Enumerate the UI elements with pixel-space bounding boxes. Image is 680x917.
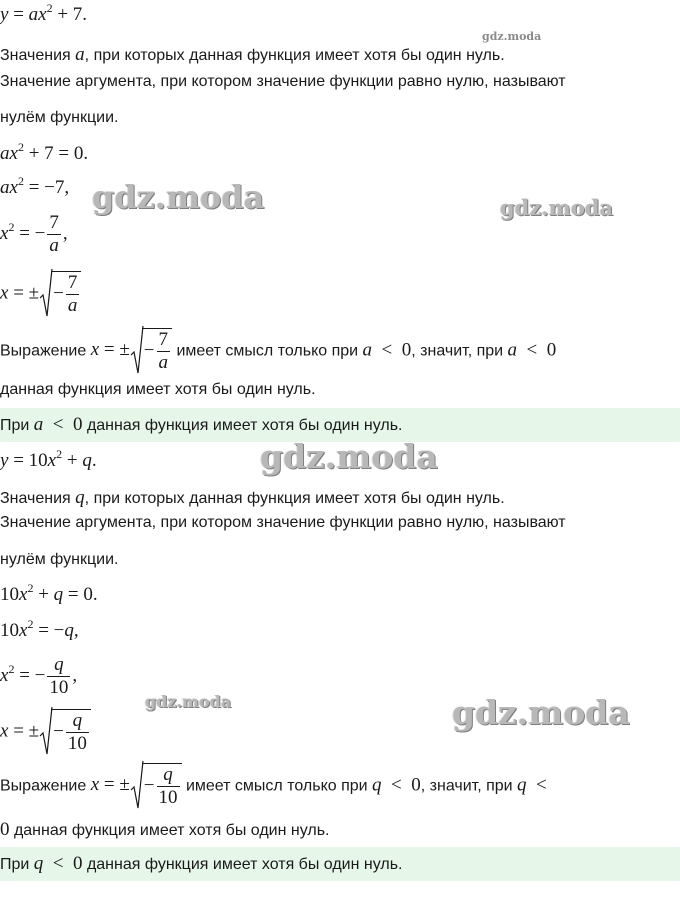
equation-10x2-plus-q-eq-0: $10x^2 + q = 0$. — [0, 581, 98, 605]
equation-x2-eq-minus7-over-a: $x^2$ = − $\frac{7}{a}$ , — [0, 212, 68, 256]
equation-ax2-eq-minus7: $ax^2 = -7$, — [0, 174, 70, 198]
part2-answer-box — [0, 847, 680, 881]
equation-10x2-eq-minus-q: $10x^2 = -q$, — [0, 617, 79, 641]
part2-heading: Значения q, при которых данная функция имеет хотя бы один нуль. — [0, 487, 505, 508]
part2-definition-line2: нулём функции. — [0, 551, 119, 568]
part1-expression-line2: данная функция имеет хотя бы один нуль. — [0, 381, 316, 398]
equation-x-eq-pm-sqrt-q: x = ± − $\frac{q}{10}$ — [0, 706, 680, 758]
part2-expression-line2: 0 данная функция имеет хотя бы один нуль. — [0, 819, 330, 840]
part2-definition-line1: Значение аргумента, при котором значение функции равно нулю, называют — [0, 514, 566, 531]
part2-answer: При q < 0 данная функция имеет хотя бы один нуль. — [0, 853, 403, 874]
watermark: gdz.moda — [260, 437, 438, 476]
part1-heading: Значения a, при которых данная функция имеет хотя бы один нуль. — [0, 44, 505, 65]
equation-ax2-plus-7-eq-0: $ax^2 + 7 = 0$. — [0, 140, 89, 164]
equation-y-10x2-q: $y = 10x^2 + q$. — [0, 447, 97, 471]
equation-x2-eq-minus-q-over-10: $x^2$ = − $\frac{q}{10}$ , — [0, 654, 78, 698]
watermark: gdz.moda — [92, 178, 265, 216]
watermark: gdz.moda — [500, 195, 614, 220]
equation-y-ax2-7: $y = ax^2 + 7$. — [0, 1, 88, 25]
part1-answer: При a < 0 данная функция имеет хотя бы один нуль. — [0, 414, 403, 435]
equation-x-eq-pm-sqrt: x = ± − $\frac{7}{a}$ — [0, 268, 680, 320]
part2-expression-line: Выражение x = ± − $\frac{q}{10}$ имеет смысл только при q < 0, значит, при q < — [0, 760, 680, 812]
part1-expression-line: Выражение x = ± − $\frac{7}{a}$ имеет смысл только при a < 0, значит, при a < 0 — [0, 325, 680, 377]
part1-definition-line2: нулём функции. — [0, 109, 119, 126]
watermark: gdz.moda — [452, 693, 630, 732]
watermark: gdz.moda — [145, 692, 232, 711]
part1-definition-line1: Значение аргумента, при котором значение функции равно нулю, называют — [0, 73, 566, 90]
watermark: gdz.moda — [482, 30, 542, 43]
